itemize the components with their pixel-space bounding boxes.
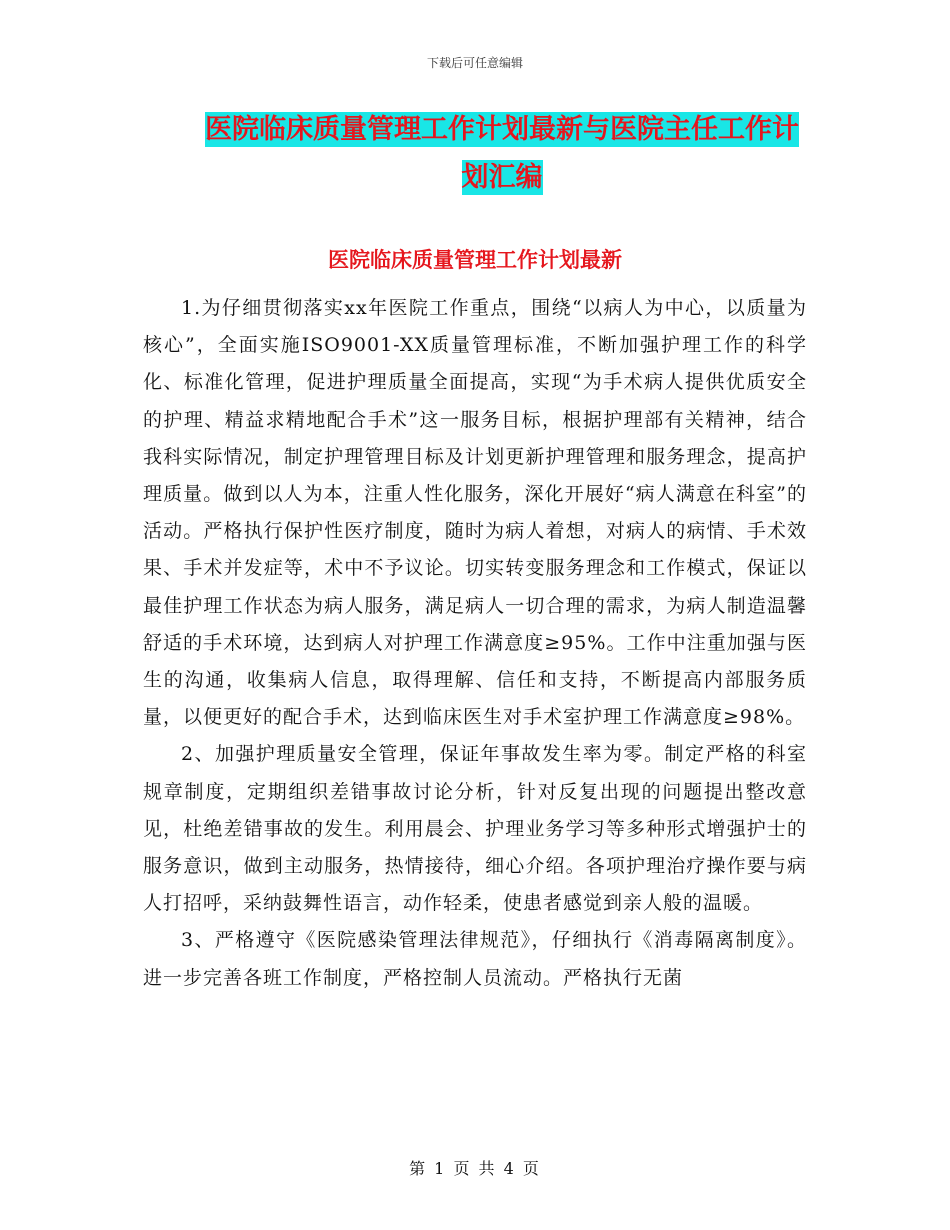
paragraph: 2、加强护理质量安全管理，保证年事故发生率为零。制定严格的科室规章制度，定期组织差错事故讨论分析，针对反复出现的问题提出整改意见，杜绝差错事故的发生。利用晨会、护理业务学习等多种形式增强护士的服务意识，做到主动服务，热情接待，细心介绍。各项护理治疗操作要与病人打招呼，采纳鼓舞性语言，动作轻柔，使患者感觉到亲人般的温暖。 xyxy=(143,743,807,915)
document-title xyxy=(192,106,812,202)
paragraph: 3、严格遵守《医院感染管理法律规范》，仔细执行《消毒隔离制度》。进一步完善各班工作制度，严格控制人员流动。严格执行无菌 xyxy=(143,929,807,989)
document-body xyxy=(143,290,807,997)
document-title-text: 医院临床质量管理工作计划最新与医院主任工作计划汇编 xyxy=(205,114,799,193)
section-title: 医院临床质量管理工作计划最新 xyxy=(328,248,622,272)
page-number-footer: 第 1 页 共 4 页 xyxy=(409,1159,541,1178)
paragraph: 1.为仔细贯彻落实xx年医院工作重点，围绕“以病人为中心，以质量为核心”，全面实施ISO9001-XX质量管理标准，不断加强护理工作的科学化、标准化管理，促进护理质量全面提高，实现“为手术病人提供优质安全的护理、精益求精地配合手术”这一服务目标，根据护理部有关精神，结合我科实际情况，制定护理管理目标及计划更新护理管理和服务理念，提高护理质量。做到以人为本，注重人性化服务，深化开展好“病人满意在科室”的活动。严格执行保护性医疗制度，随时为病人着想，对病人的病情、手术效果、手术并发症等，术中不予议论。切实转变服务理念和工作模式，保证以最佳护理工作状态为病人服务，满足病人一切合理的需求，为病人制造温馨舒适的手术环境，达到病人对护理工作满意度≥95%。工作中注重加强与医生的沟通，收集病人信息，取得理解、信任和支持，不断提高内部服务质量，以便更好的配合手术，达到临床医生对手术室护理工作满意度≥98%。 xyxy=(143,297,807,729)
header-note: 下载后可任意编辑 xyxy=(426,56,523,70)
